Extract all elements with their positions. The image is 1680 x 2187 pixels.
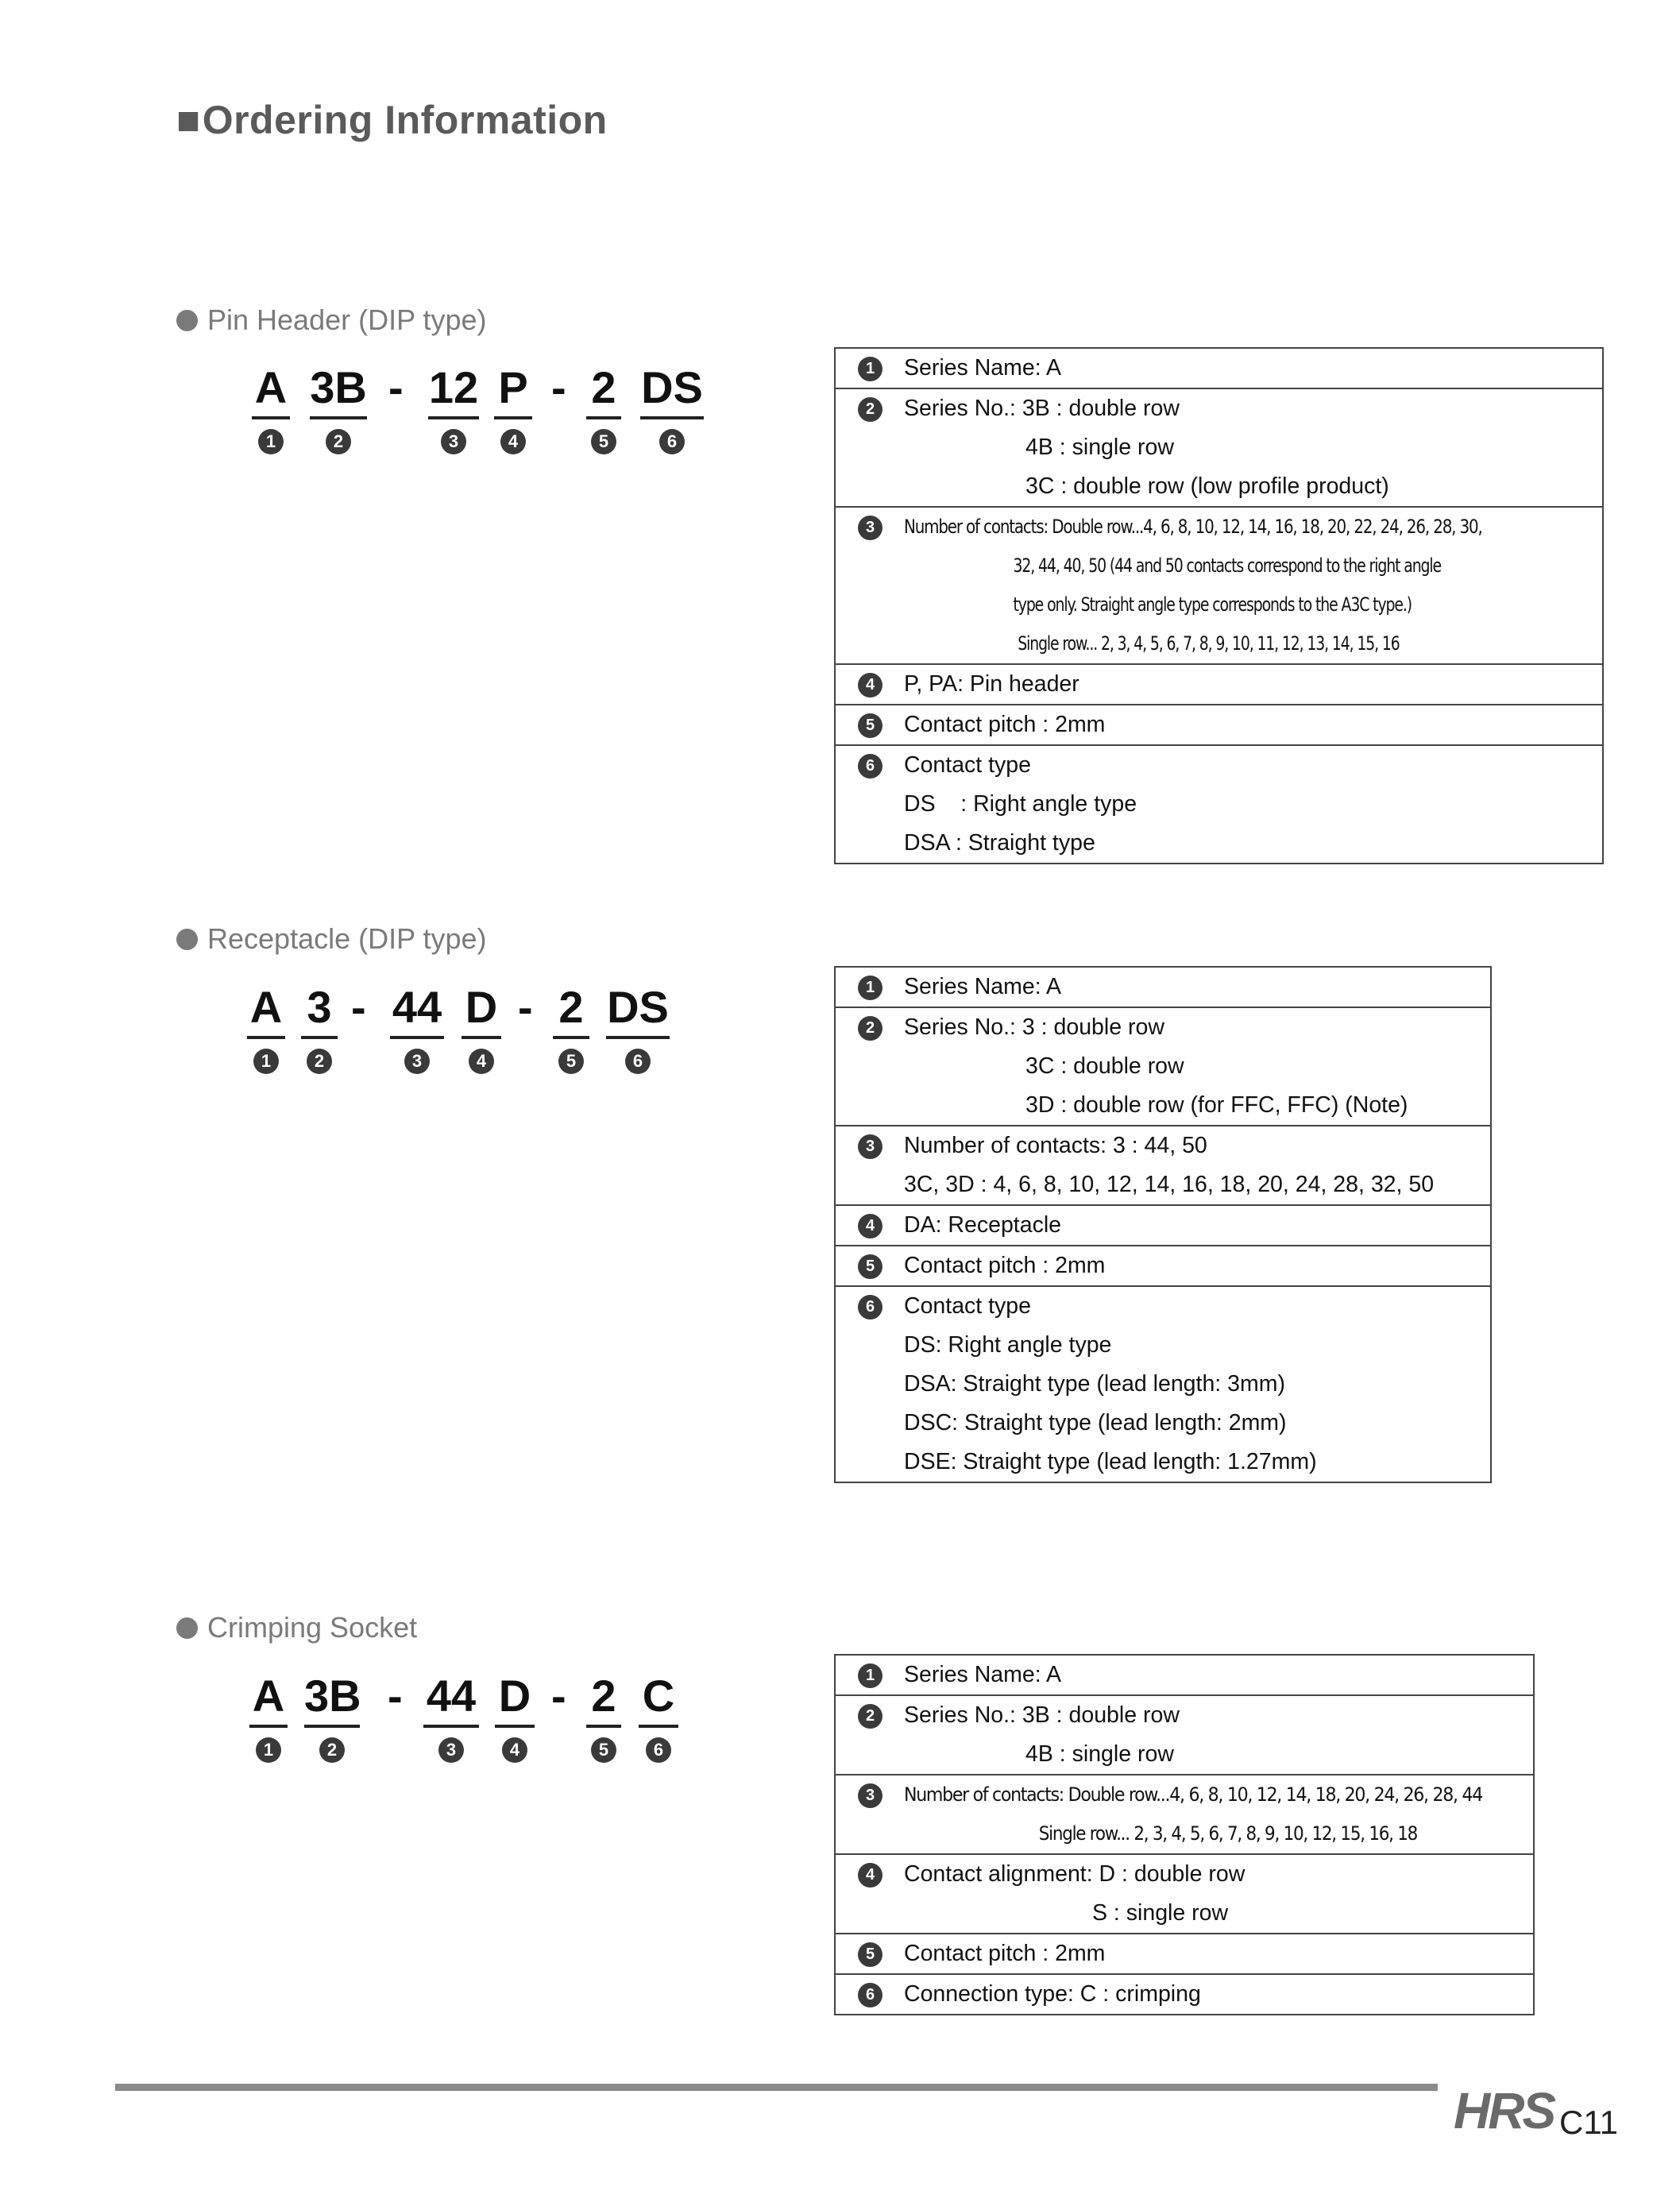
number-marker-icon: 1 xyxy=(858,976,882,1000)
spec-line: Series No.: 3B : double row xyxy=(904,1702,1180,1728)
spec-line: Contact pitch : 2mm xyxy=(904,1253,1106,1278)
code-text: A xyxy=(254,362,288,412)
spec-line: Series Name: A xyxy=(904,974,1061,999)
number-marker-icon: 5 xyxy=(858,1254,882,1279)
spec-row xyxy=(836,1126,1490,1204)
code-text: 2 xyxy=(591,362,616,412)
code-text: 3B xyxy=(310,362,367,412)
code-part xyxy=(462,982,501,1074)
section-heading: Crimping Socket xyxy=(176,1611,417,1644)
hrs-logo: HRS xyxy=(1454,2082,1554,2139)
spec-row xyxy=(836,349,1602,388)
code-text: P xyxy=(498,362,528,412)
number-marker-icon: 6 xyxy=(858,1295,882,1320)
code-part xyxy=(428,362,479,454)
code-text: 44 xyxy=(392,982,442,1032)
number-marker-icon: 1 xyxy=(256,1737,281,1763)
spec-line: DS: Right angle type xyxy=(904,1332,1112,1358)
code-dash: - xyxy=(388,362,404,412)
spec-line: 32, 44, 40, 50 (44 and 50 contacts correspond to the right angle xyxy=(1013,554,1442,577)
code-part xyxy=(606,982,670,1074)
number-marker-icon: 3 xyxy=(858,516,882,540)
code-part xyxy=(390,982,444,1074)
page-title: ■Ordering Information xyxy=(176,98,608,142)
number-marker-icon: 5 xyxy=(591,429,616,454)
number-marker-icon: 3 xyxy=(438,1737,464,1763)
spec-row xyxy=(836,1855,1533,1933)
code-text: 12 xyxy=(428,362,479,412)
number-marker-icon: 3 xyxy=(858,1783,882,1808)
number-marker-icon: 6 xyxy=(659,429,685,454)
spec-table xyxy=(834,1654,1535,2015)
number-marker-icon: 4 xyxy=(858,673,882,697)
number-marker-icon: 2 xyxy=(858,397,882,422)
spec-line: Series No.: 3B : double row xyxy=(904,396,1180,421)
bullet-dot-icon xyxy=(176,1617,198,1639)
number-marker-icon: 4 xyxy=(500,429,526,454)
spec-line: Series Name: A xyxy=(904,355,1061,381)
spec-row xyxy=(836,705,1602,744)
spec-row xyxy=(836,665,1602,704)
number-marker-icon: 3 xyxy=(404,1049,430,1074)
code-part xyxy=(495,1671,535,1763)
number-marker-icon: 2 xyxy=(326,429,351,454)
spec-line: 3C : double row xyxy=(1025,1053,1184,1079)
code-text: C xyxy=(642,1671,675,1721)
code-part xyxy=(639,1671,678,1763)
bullet-dot-icon xyxy=(176,310,198,331)
spec-row xyxy=(836,968,1490,1007)
code-part xyxy=(423,1671,479,1763)
number-marker-icon: 2 xyxy=(858,1704,882,1729)
code-text: 2 xyxy=(558,982,584,1032)
number-marker-icon: 6 xyxy=(858,754,882,779)
spec-row xyxy=(836,1656,1533,1694)
code-text: D xyxy=(465,982,498,1032)
section-heading: Receptacle (DIP type) xyxy=(176,922,487,956)
number-marker-icon: 3 xyxy=(441,429,466,454)
code-text: A xyxy=(249,982,283,1032)
page-number: C11 xyxy=(1559,2104,1618,2141)
code-text: 3 xyxy=(307,982,332,1032)
spec-line: 4B : single row xyxy=(1025,1741,1174,1767)
code-part xyxy=(640,362,704,454)
number-marker-icon: 2 xyxy=(307,1049,332,1074)
number-marker-icon: 3 xyxy=(858,1134,882,1159)
code-dash: - xyxy=(551,1671,566,1721)
bullet-dot-icon xyxy=(176,929,198,950)
number-marker-icon: 5 xyxy=(858,713,882,738)
spec-row xyxy=(836,1775,1533,1853)
code-part xyxy=(252,362,290,454)
code-part xyxy=(310,362,367,454)
number-marker-icon: 1 xyxy=(858,1663,882,1688)
code-part xyxy=(304,1671,360,1763)
code-dash: - xyxy=(518,982,533,1032)
spec-line: type only. Straight angle type corresponds to the A3C type.) xyxy=(1013,593,1412,616)
code-text: 2 xyxy=(591,1671,616,1721)
spec-line: P, PA: Pin header xyxy=(904,671,1079,697)
code-text: DS xyxy=(607,982,669,1032)
number-marker-icon: 5 xyxy=(591,1737,616,1763)
spec-row xyxy=(836,1975,1533,2014)
code-part xyxy=(249,1671,288,1763)
number-marker-icon: 5 xyxy=(558,1049,584,1074)
code-text: 3B xyxy=(304,1671,361,1721)
code-part xyxy=(553,982,589,1074)
spec-row xyxy=(836,1008,1490,1125)
number-marker-icon: 2 xyxy=(858,1016,882,1041)
spec-line: DSA: Straight type (lead length: 3mm) xyxy=(904,1371,1285,1397)
spec-line: DSA : Straight type xyxy=(904,830,1095,856)
spec-line: 3C : double row (low profile product) xyxy=(1025,473,1389,499)
code-dash: - xyxy=(388,1671,403,1721)
code-part xyxy=(247,982,285,1074)
footer-rule xyxy=(115,2084,1438,2091)
code-dash: - xyxy=(551,362,566,412)
code-text: D xyxy=(498,1671,531,1721)
code-part xyxy=(494,362,532,454)
spec-line: Contact pitch : 2mm xyxy=(904,712,1106,737)
spec-line: DS : Right angle type xyxy=(904,791,1137,817)
spec-row xyxy=(836,746,1602,863)
code-text: DS xyxy=(641,362,703,412)
spec-line: Connection type: C : crimping xyxy=(904,1981,1201,2007)
code-text: A xyxy=(252,1671,285,1721)
spec-line: 4B : single row xyxy=(1025,435,1174,460)
number-marker-icon: 4 xyxy=(469,1049,494,1074)
spec-row xyxy=(836,389,1602,506)
spec-line: Number of contacts: 3 : 44, 50 xyxy=(904,1133,1207,1158)
spec-line: Contact alignment: D : double row xyxy=(904,1861,1246,1887)
code-part xyxy=(301,982,338,1074)
spec-line: Contact type xyxy=(904,752,1032,778)
number-marker-icon: 4 xyxy=(858,1863,882,1888)
spec-line: Contact type xyxy=(904,1293,1032,1319)
spec-line: DSE: Straight type (lead length: 1.27mm) xyxy=(904,1449,1317,1474)
spec-line: Number of contacts: Double row...4, 6, 8, 10, 12, 14, 16, 18, 20, 22, 24, 26, 28, 30, xyxy=(904,516,1482,538)
number-marker-icon: 1 xyxy=(258,429,284,454)
code-text: 44 xyxy=(426,1671,477,1721)
spec-line: 3D : double row (for FFC, FFC) (Note) xyxy=(1025,1092,1408,1118)
spec-row xyxy=(836,1246,1490,1285)
spec-line: Number of contacts: Double row...4, 6, 8, 10, 12, 14, 18, 20, 24, 26, 28, 44 xyxy=(904,1783,1482,1806)
spec-table xyxy=(834,347,1604,864)
number-marker-icon: 5 xyxy=(858,1942,882,1967)
spec-row xyxy=(836,1934,1533,1973)
spec-line: Contact pitch : 2mm xyxy=(904,1941,1106,1966)
spec-row xyxy=(836,508,1602,663)
number-marker-icon: 1 xyxy=(858,357,882,381)
number-marker-icon: 1 xyxy=(253,1049,279,1074)
code-part xyxy=(586,362,621,454)
spec-line: Series No.: 3 : double row xyxy=(904,1014,1164,1040)
spec-line: 3C, 3D : 4, 6, 8, 10, 12, 14, 16, 18, 20, 24, 28, 32, 50 xyxy=(904,1172,1435,1197)
number-marker-icon: 2 xyxy=(319,1737,345,1763)
code-part xyxy=(586,1671,621,1763)
number-marker-icon: 6 xyxy=(646,1737,671,1763)
spec-row xyxy=(836,1696,1533,1774)
spec-table xyxy=(834,966,1492,1483)
spec-line: Single row... 2, 3, 4, 5, 6, 7, 8, 9, 10, 12, 15, 16, 18 xyxy=(1038,1822,1418,1845)
number-marker-icon: 6 xyxy=(858,1983,882,2007)
code-dash: - xyxy=(351,982,366,1032)
spec-line: S : single row xyxy=(1092,1900,1229,1926)
number-marker-icon: 4 xyxy=(858,1214,882,1238)
spec-line: Series Name: A xyxy=(904,1662,1061,1687)
number-marker-icon: 4 xyxy=(502,1737,527,1763)
spec-line: DA: Receptacle xyxy=(904,1212,1062,1238)
number-marker-icon: 6 xyxy=(625,1049,651,1074)
spec-line: DSC: Straight type (lead length: 2mm) xyxy=(904,1410,1287,1435)
spec-row xyxy=(836,1287,1490,1482)
section-heading: Pin Header (DIP type) xyxy=(176,303,487,337)
spec-row xyxy=(836,1206,1490,1245)
spec-line: Single row... 2, 3, 4, 5, 6, 7, 8, 9, 10, 11, 12, 13, 14, 15, 16 xyxy=(1018,632,1400,655)
